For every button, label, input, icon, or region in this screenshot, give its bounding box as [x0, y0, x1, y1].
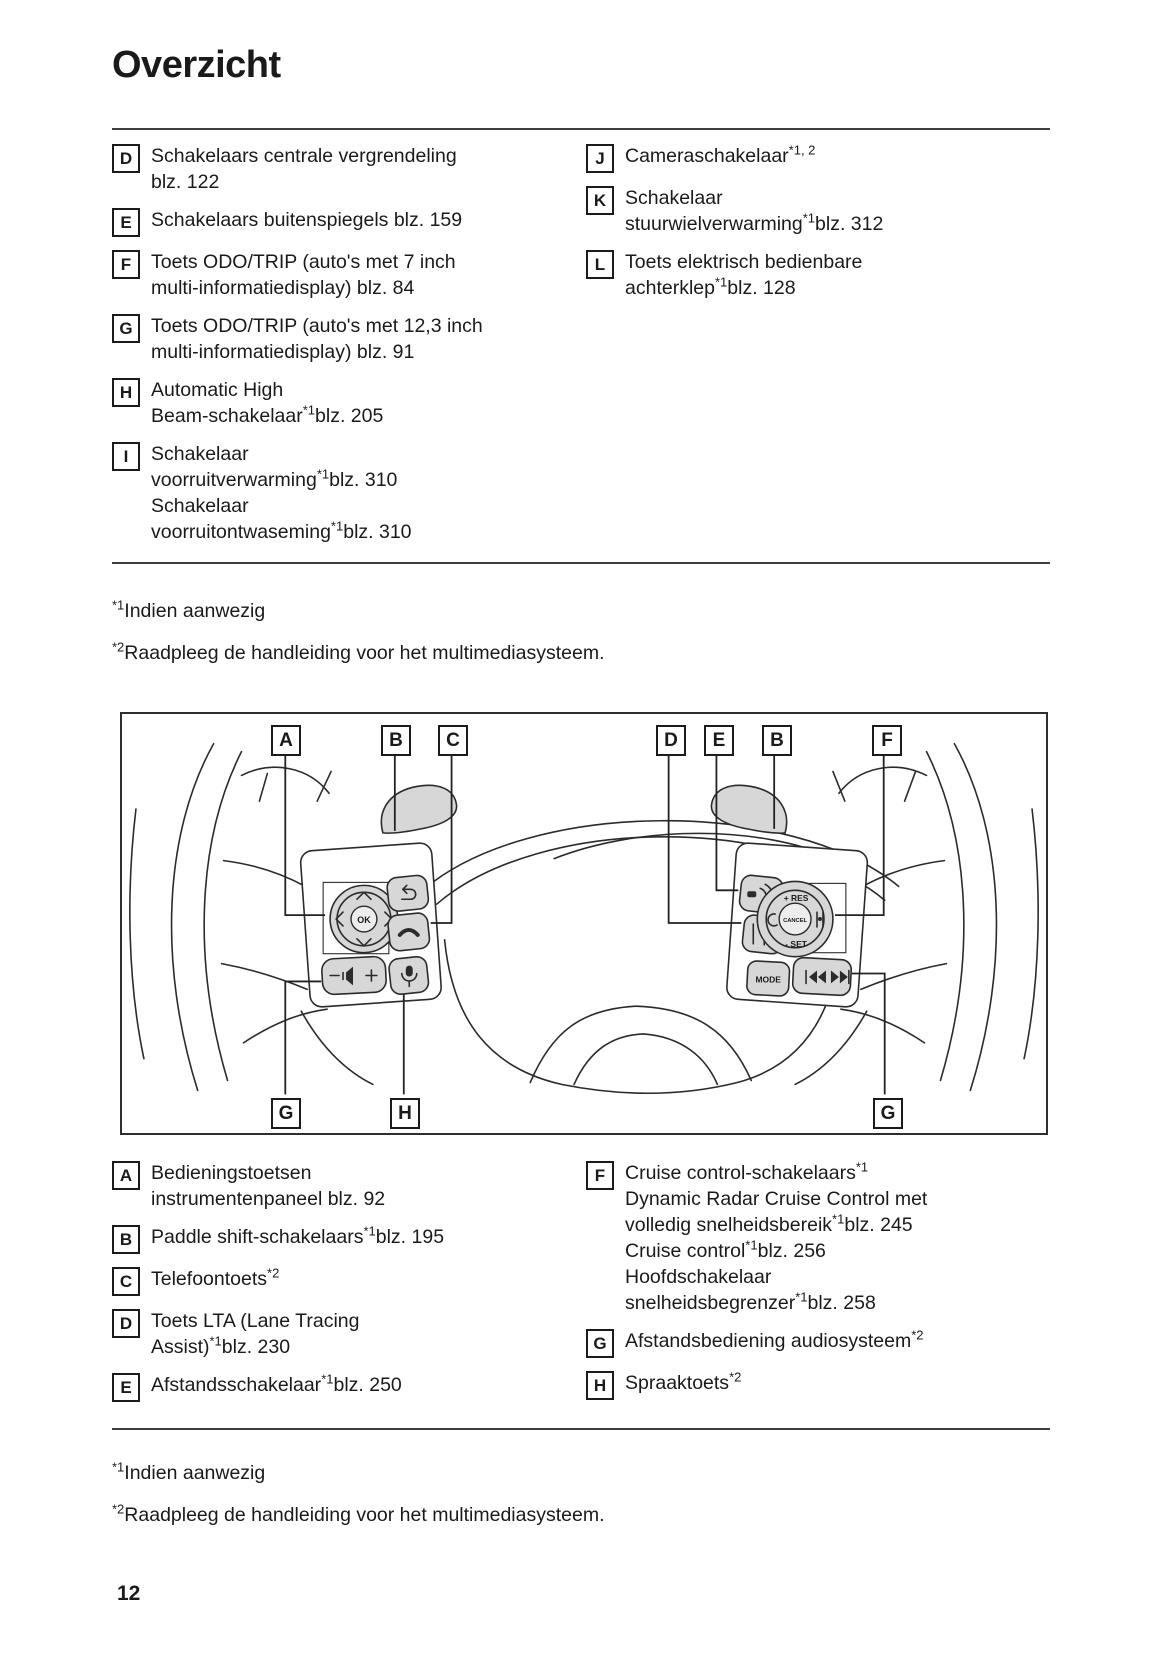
list-item-B: [112, 1224, 567, 1254]
item-label-box: E: [112, 1373, 140, 1402]
cruise-set-label: - SET: [785, 938, 807, 949]
figure-label-b: B: [381, 725, 411, 756]
list-item-H: [112, 377, 567, 429]
item-text: Automatic High Beam-schakelaar$^{*1}$blz. 205: [151, 379, 384, 427]
item-text: Spraaktoets$^{*2}$: [625, 1369, 742, 1394]
list-item-I: [112, 441, 567, 545]
list-item-G: [112, 313, 567, 365]
page-number: 12: [117, 1582, 141, 1605]
figure-label-d: D: [656, 725, 686, 756]
volume-rocker: [321, 956, 387, 995]
bottom-list-right: [586, 1160, 1046, 1412]
page-title: Overzicht: [112, 44, 281, 86]
item-label-box: H: [112, 378, 140, 407]
list-item-F2: [586, 1160, 1046, 1316]
item-text: Schakelaars centrale vergrendeling blz. 122: [151, 145, 457, 193]
divider-bottom: [112, 1428, 1050, 1430]
list-item-H2: [586, 1370, 1046, 1400]
item-text: Toets ODO/TRIP (auto's met 7 inch multi-informatiedisplay) blz. 84: [151, 251, 456, 299]
item-text: Afstandsbediening audiosysteem$^{*2}$: [625, 1327, 924, 1352]
item-label-box: G: [112, 314, 140, 343]
figure-label-e: E: [704, 725, 734, 756]
phone-button: [387, 912, 430, 952]
item-text: Cruise control-schakelaars$^{*1}$ Dynamic Radar Cruise Control met volledig snelheidsbereik$^{*1}$blz. 245 Cruise control$^{*1}$blz. 256 Hoofdschakelaar snelheidsbegrenzer$^{*1}$blz. 258: [625, 1159, 928, 1314]
footnotes-bottom: [112, 1460, 605, 1544]
figure-label-h: H: [390, 1098, 420, 1129]
figure-label-a: A: [271, 725, 301, 756]
figure-label-g: G: [271, 1098, 301, 1129]
item-text: Telefoontoets$^{*2}$: [151, 1265, 280, 1290]
right-control-cluster: [726, 842, 868, 1007]
cruise-control-pad: [757, 881, 833, 956]
cruise-res-label: + RES: [783, 893, 809, 904]
divider-top: [112, 128, 1050, 130]
list-item-J: [586, 143, 1016, 173]
top-list-left: [112, 143, 567, 557]
left-control-cluster: [300, 842, 442, 1007]
item-text: Toets elektrisch bedienbare achterklep$^{*1}$blz. 128: [625, 251, 863, 299]
footnote-1: $^{*1}$Indien aanwezig: [112, 1459, 266, 1484]
cruise-cancel-label: CANCEL: [783, 918, 808, 925]
list-item-E: [112, 207, 567, 237]
list-item-L: [586, 249, 1016, 301]
item-label-box: D: [112, 144, 140, 173]
mode-button: [746, 961, 790, 997]
item-text: Paddle shift-schakelaars$^{*1}$blz. 195: [151, 1223, 445, 1248]
divider-mid: [112, 562, 1050, 564]
item-text: Cameraschakelaar$^{*1, 2}$: [625, 142, 816, 167]
figure-label-g2: G: [873, 1098, 903, 1129]
footnote-2: $^{*2}$Raadpleeg de handleiding voor het multimediasysteem.: [112, 639, 605, 664]
back-button: [386, 874, 429, 912]
item-text: Schakelaar stuurwielverwarming$^{*1}$blz. 312: [625, 187, 884, 235]
item-label-box: E: [112, 208, 140, 237]
item-label-box: C: [112, 1267, 140, 1296]
item-text: Schakelaars buitenspiegels blz. 159: [151, 209, 463, 231]
bottom-list-left: [112, 1160, 567, 1414]
item-label-box: F: [586, 1161, 614, 1190]
list-item-E2: [112, 1372, 567, 1402]
mic-icon: [406, 966, 413, 977]
item-text: Bedieningstoetsen instrumentenpaneel blz. 92: [151, 1162, 386, 1210]
item-label-box: B: [112, 1225, 140, 1254]
track-buttons: [792, 957, 852, 996]
item-label-box: G: [586, 1329, 614, 1358]
figure-label-c: C: [438, 725, 468, 756]
paddle-shift-right: [711, 785, 786, 833]
list-item-D2: [112, 1308, 567, 1360]
wheel-rim-art: [130, 744, 1038, 1093]
paddle-shift-left: [381, 785, 456, 833]
list-item-F: [112, 249, 567, 301]
item-label-box: D: [112, 1309, 140, 1338]
item-text: Toets LTA (Lane Tracing Assist)$^{*1}$blz. 230: [151, 1310, 360, 1358]
item-text: Afstandsschakelaar$^{*1}$blz. 250: [151, 1371, 402, 1396]
list-item-D: [112, 143, 567, 195]
item-label-box: K: [586, 186, 614, 215]
list-item-A: [112, 1160, 567, 1212]
item-text: Schakelaar voorruitverwarming$^{*1}$blz. 310 Schakelaar voorruitontwaseming$^{*1}$blz. 310: [151, 443, 412, 543]
top-list-right: [586, 143, 1016, 313]
list-item-C: [112, 1266, 567, 1296]
item-label-box: J: [586, 144, 614, 173]
item-text: Toets ODO/TRIP (auto's met 12,3 inch multi-informatiedisplay) blz. 91: [151, 315, 483, 363]
item-label-box: L: [586, 250, 614, 279]
item-label-box: I: [112, 442, 140, 471]
mode-button-label: MODE: [755, 974, 781, 985]
list-item-G2: [586, 1328, 1046, 1358]
list-item-K: [586, 185, 1016, 237]
item-label-box: F: [112, 250, 140, 279]
voice-button: [388, 956, 429, 995]
distance-icon: [747, 891, 756, 897]
steering-wheel-figure: [120, 712, 1048, 1135]
item-label-box: A: [112, 1161, 140, 1190]
footnote-1: $^{*1}$Indien aanwezig: [112, 597, 266, 622]
ok-button-label: OK: [357, 915, 371, 925]
figure-label-f: F: [872, 725, 902, 756]
steering-wheel-diagram: [122, 714, 1046, 1133]
figure-label-b2: B: [762, 725, 792, 756]
footnote-2: $^{*2}$Raadpleeg de handleiding voor het multimediasysteem.: [112, 1501, 605, 1526]
item-label-box: H: [586, 1371, 614, 1400]
footnotes-top: [112, 598, 605, 682]
